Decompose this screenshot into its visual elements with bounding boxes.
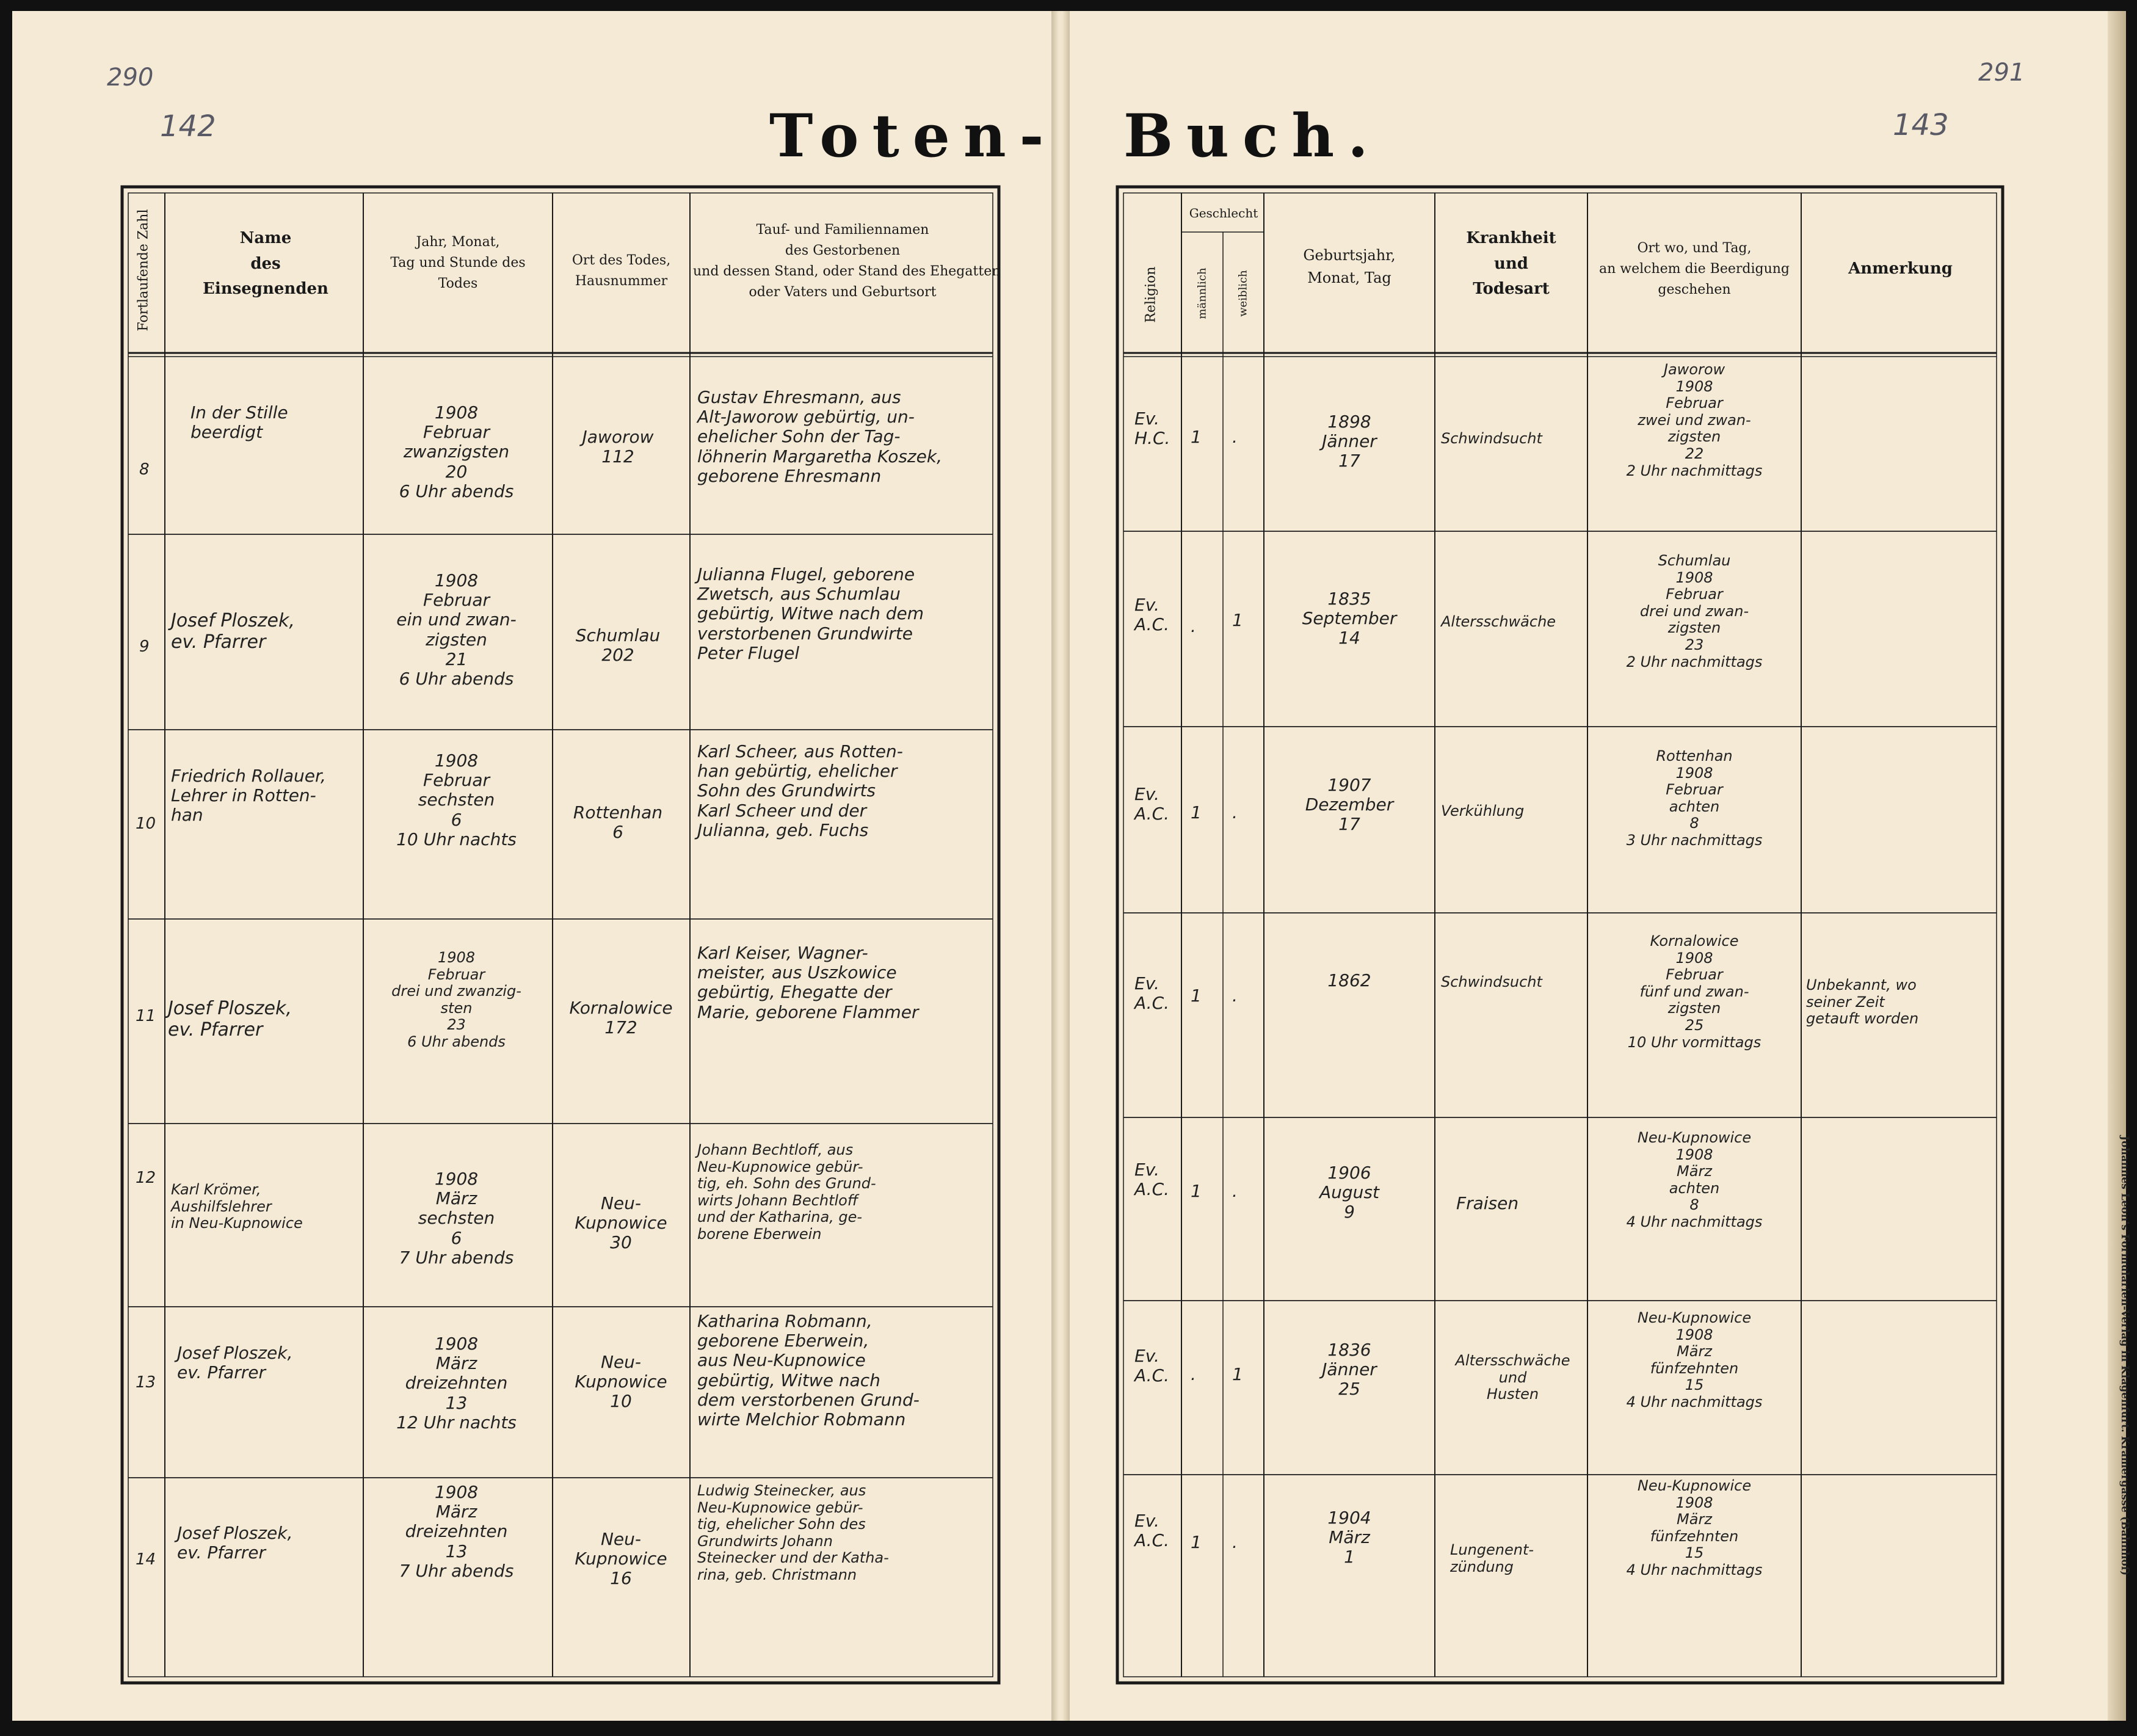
- row-nr: 9: [139, 637, 150, 656]
- row-birth: 1898 Jänner 17: [1322, 412, 1377, 471]
- row-nr: 11: [136, 1007, 156, 1025]
- row-religion: Ev. A.C.: [1134, 1346, 1170, 1386]
- row-burial: Neu-Kupnowice 1908 März fünfzehnten 15 4 Uhr nachmittags: [1626, 1309, 1763, 1411]
- row-officiant: Josef Ploszek, ev. Pfarrer: [177, 1343, 293, 1383]
- row-burial: Jaworow 1908 Februar zwei und zwan- zigsten 22 2 Uhr nachmittags: [1626, 361, 1763, 479]
- row-death-date: 1908 Februar ein und zwan- zigsten 21 6 Uhr abends: [396, 570, 517, 689]
- row-officiant: Josef Ploszek, ev. Pfarrer: [177, 1523, 293, 1563]
- row-death-place: Schumlau 202: [575, 625, 661, 666]
- header-deceased: Tauf- und Familiennamen des Gestorbenen und dessen Stand, oder Stand des Ehegatten oder Vaters und Geburtsort: [693, 222, 1001, 300]
- row-birth: 1862: [1327, 970, 1371, 990]
- row-death-date: 1908 Februar drei und zwanzig- sten 23 6 Uhr abends: [391, 949, 521, 1050]
- row-male: .: [1191, 616, 1196, 636]
- row-female: 1: [1232, 610, 1243, 630]
- header-female: weiblich: [1236, 270, 1250, 317]
- row-religion: Ev. A.C.: [1134, 1511, 1170, 1551]
- row-death-place: Jaworow 112: [582, 427, 654, 467]
- header-death-place: Ort des Todes, Hausnummer: [571, 253, 671, 289]
- row-male: 1: [1191, 986, 1202, 1006]
- row-deceased: Johann Bechtloff, aus Neu-Kupnowice gebür- tig, eh. Sohn des Grund- wirts Johann Bechtloff und der Katharina, ge- borene Eberwein: [697, 1141, 876, 1243]
- row-illness: Schwindsucht: [1441, 973, 1542, 990]
- title-right: Buch.: [1123, 101, 1382, 170]
- row-illness: Lungenent- zündung: [1450, 1541, 1534, 1575]
- row-burial: Neu-Kupnowice 1908 März achten 8 4 Uhr nachmittags: [1626, 1129, 1763, 1230]
- row-officiant: Karl Krömer, Aushilfslehrer in Neu-Kupnowice: [171, 1181, 303, 1232]
- row-male: 1: [1191, 1181, 1202, 1201]
- header-religion: Religion: [1143, 266, 1159, 323]
- row-death-place: Neu- Kupnowice 16: [575, 1529, 667, 1589]
- row-deceased: Karl Keiser, Wagner- meister, aus Uszkowice gebürtig, Ehegatte der Marie, geborene Flammer: [697, 943, 919, 1022]
- row-nr: 12: [136, 1169, 156, 1187]
- row-deceased: Karl Scheer, aus Rotten- han gebürtig, ehelicher Sohn des Grundwirts Karl Scheer und der Julianna, geb. Fuchs: [697, 741, 903, 840]
- row-death-date: 1908 Februar sechsten 6 10 Uhr nachts: [396, 750, 517, 849]
- row-female: .: [1232, 427, 1238, 447]
- row-deceased: Katharina Robmann, geborene Eberwein, aus Neu-Kupnowice gebürtig, Witwe nach dem verstorbenen Grund- wirte Melchior Robmann: [697, 1311, 920, 1429]
- row-officiant: In der Stille beerdigt: [190, 402, 288, 443]
- row-illness: Altersschwäche: [1441, 613, 1556, 630]
- row-birth: 1835 September 14: [1302, 589, 1397, 648]
- row-burial: Schumlau 1908 Februar drei und zwan- zigsten 23 2 Uhr nachmittags: [1626, 552, 1763, 670]
- header-death-date: Jahr, Monat, Tag und Stunde des Todes: [390, 234, 526, 292]
- row-illness: Altersschwäche und Husten: [1455, 1352, 1570, 1403]
- row-death-date: 1908 Februar zwanzigsten 20 6 Uhr abends: [399, 402, 514, 501]
- row-female: 1: [1232, 1364, 1243, 1384]
- row-remarks: Unbekannt, wo seiner Zeit getauft worden: [1806, 976, 1919, 1028]
- row-illness: Verkühlung: [1441, 802, 1525, 819]
- page-number-left-pencil: 290: [107, 64, 154, 92]
- row-birth: 1906 August 9: [1319, 1163, 1379, 1222]
- row-death-date: 1908 März dreizehnten 13 7 Uhr abends: [399, 1482, 514, 1581]
- header-birth: Geburtsjahr, Monat, Tag: [1303, 247, 1396, 287]
- page-number-left-ink: 142: [160, 109, 216, 143]
- row-nr: 8: [139, 460, 150, 479]
- header-male: männlich: [1195, 267, 1209, 319]
- row-religion: Ev. A.C.: [1134, 1160, 1170, 1200]
- header-remarks: Anmerkung: [1848, 260, 1953, 278]
- row-illness: Schwindsucht: [1441, 430, 1542, 447]
- row-female: .: [1232, 1181, 1238, 1201]
- row-female: .: [1232, 986, 1238, 1006]
- row-religion: Ev. H.C.: [1134, 409, 1170, 449]
- row-female: .: [1232, 1532, 1238, 1552]
- row-deceased: Ludwig Steinecker, aus Neu-Kupnowice gebür- tig, ehelicher Sohn des Grundwirts Johann Steinecker und der Katha- rina, geb. Christmann: [697, 1482, 889, 1583]
- row-birth: 1904 März 1: [1327, 1508, 1371, 1567]
- row-nr: 14: [136, 1550, 156, 1569]
- row-death-place: Neu- Kupnowice 10: [575, 1352, 667, 1412]
- page-number-right-pencil: 291: [1978, 59, 2025, 87]
- row-male: 1: [1191, 802, 1202, 823]
- header-nr: Fortlaufende Zahl: [136, 209, 151, 332]
- header-officiant: Name des Einsegnenden: [203, 229, 328, 299]
- printer-imprint: Johannes Leon's Formularien-Verlag in Klagenfurt. Kramergasse (Bahnhof): [2119, 1136, 2131, 1576]
- title-left: Toten-: [769, 101, 1058, 170]
- row-burial: Kornalowice 1908 Februar fünf und zwan- zigsten 25 10 Uhr vormittags: [1627, 932, 1761, 1051]
- row-death-date: 1908 März sechsten 6 7 Uhr abends: [399, 1169, 514, 1268]
- header-burial: Ort wo, und Tag, an welchem die Beerdigung geschehen: [1598, 241, 1790, 298]
- row-illness: Fraisen: [1456, 1193, 1519, 1213]
- header-sex: Geschlecht: [1189, 206, 1258, 220]
- row-nr: 13: [136, 1373, 156, 1392]
- row-deceased: Julianna Flugel, geborene Zwetsch, aus Schumlau gebürtig, Witwe nach dem verstorbenen Grundwirte Peter Flugel: [697, 564, 924, 663]
- row-female: .: [1232, 802, 1238, 823]
- row-officiant: Friedrich Rollauer, Lehrer in Rotten- han: [171, 766, 326, 826]
- row-death-date: 1908 März dreizehnten 13 12 Uhr nachts: [396, 1334, 517, 1433]
- row-burial: Rottenhan 1908 Februar achten 8 3 Uhr nachmittags: [1626, 747, 1763, 849]
- row-male: .: [1191, 1364, 1196, 1384]
- row-death-place: Neu- Kupnowice 30: [575, 1193, 667, 1253]
- header-illness: Krankheit und Todesart: [1466, 229, 1556, 299]
- row-male: 1: [1191, 427, 1202, 447]
- row-religion: Ev. A.C.: [1134, 784, 1170, 824]
- row-deceased: Gustav Ehresmann, aus Alt-Jaworow gebürtig, un- ehelicher Sohn der Tag- löhnerin Margaretha Koszek, geborene Ehresmann: [697, 387, 942, 486]
- row-birth: 1907 Dezember 17: [1305, 775, 1394, 835]
- row-religion: Ev. A.C.: [1134, 595, 1170, 635]
- row-male: 1: [1191, 1532, 1202, 1552]
- row-burial: Neu-Kupnowice 1908 März fünfzehnten 15 4 Uhr nachmittags: [1626, 1477, 1763, 1578]
- row-religion: Ev. A.C.: [1134, 973, 1170, 1014]
- row-officiant: Josef Ploszek, ev. Pfarrer: [171, 610, 295, 653]
- row-nr: 10: [136, 815, 156, 833]
- row-birth: 1836 Jänner 25: [1322, 1340, 1377, 1400]
- page-number-right-ink: 143: [1893, 108, 1949, 142]
- row-death-place: Rottenhan 6: [573, 802, 663, 843]
- row-death-place: Kornalowice 172: [569, 998, 673, 1038]
- row-officiant: Josef Ploszek, ev. Pfarrer: [168, 998, 292, 1041]
